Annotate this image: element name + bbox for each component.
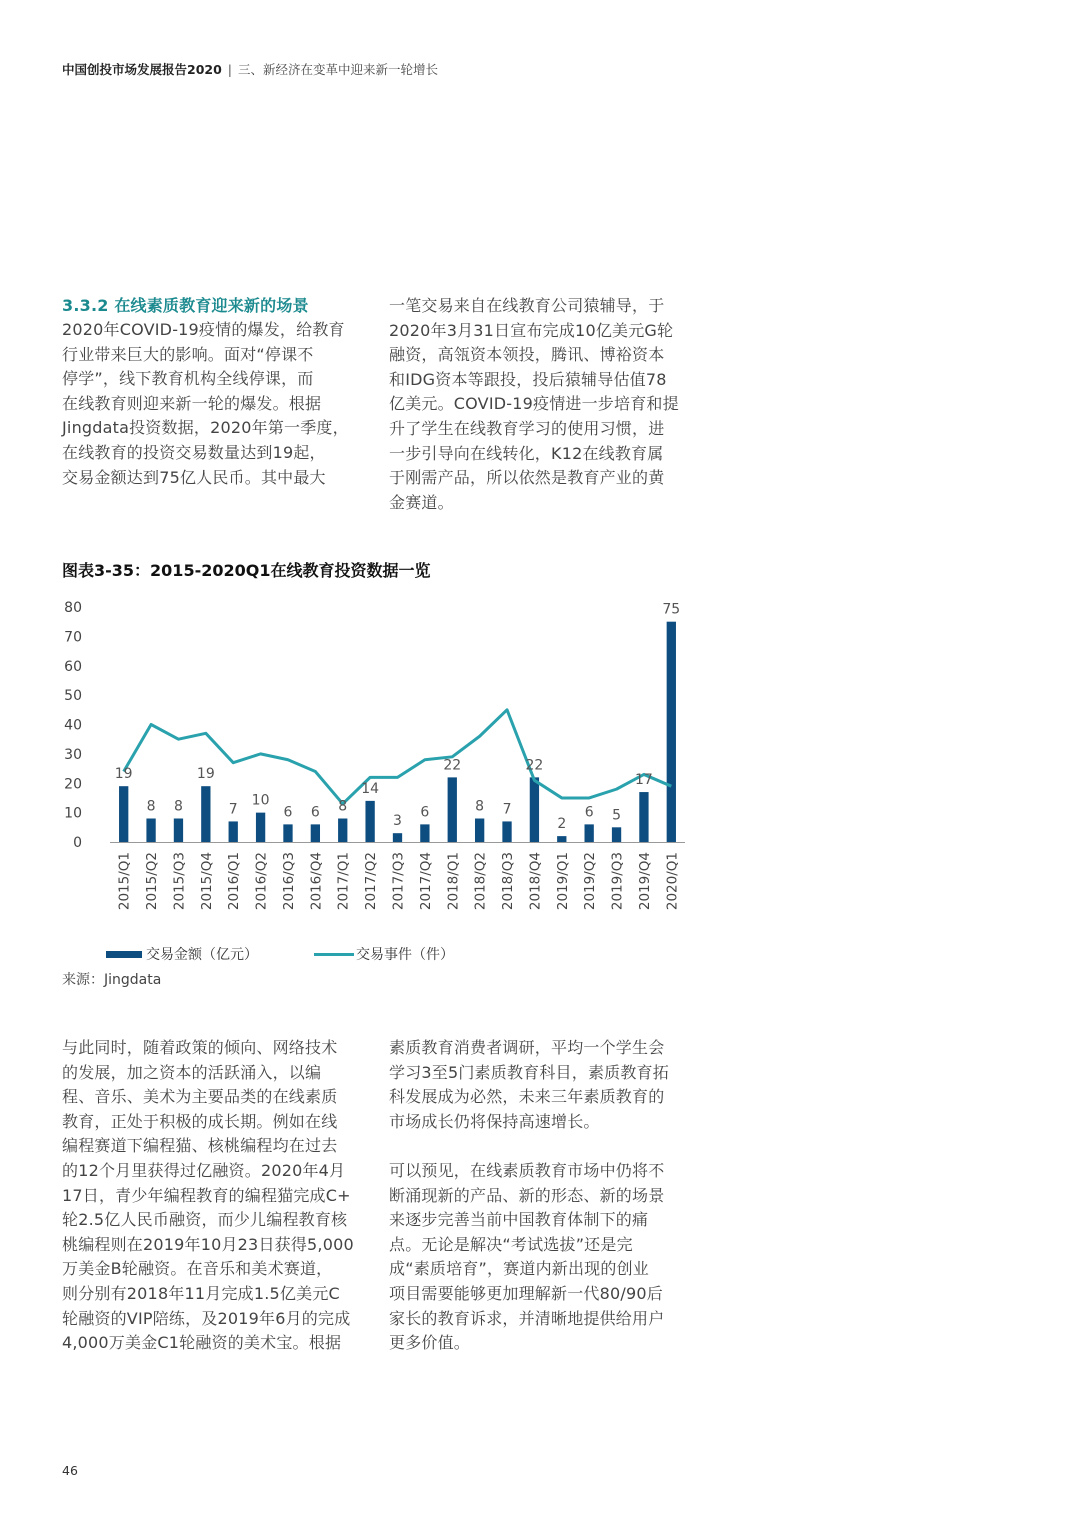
bar-data-label: 8 (146, 798, 156, 815)
y-tick-label: 0 (73, 835, 82, 851)
bar-data-label: 5 (612, 807, 622, 824)
body-column-right (389, 1036, 709, 1356)
text-line: 成“素质培育”，赛道内新出现的创业 (389, 1259, 649, 1279)
text-line: 17日，青少年编程教育的编程猫完成C+ (62, 1185, 351, 1205)
x-tick-label: 2018/Q4 (527, 852, 544, 911)
text-line: 交易金额达到75亿人民币。其中最大 (62, 467, 326, 487)
text-line: 轮2.5亿人民币融资，而少儿编程教育核 (62, 1210, 348, 1230)
text-line: 程、音乐、美术为主要品类的在线素质 (62, 1087, 338, 1107)
bar-data-label: 7 (228, 801, 238, 818)
text-line: Jingdata投资数据，2020年第一季度， (62, 418, 349, 438)
legend-line (314, 944, 454, 964)
bar-data-label: 6 (420, 804, 430, 821)
text-line: 融资，高瓴资本领投，腾讯、博裕资本 (389, 345, 665, 365)
x-tick-label: 2015/Q2 (144, 852, 161, 911)
bar-2017-Q4 (420, 824, 429, 842)
text-line: 桃编程则在2019年10月23日获得5,000 (62, 1234, 354, 1254)
text-line: 可以预见，在线素质教育市场中仍将不 (389, 1160, 665, 1180)
text-line: 2020年3月31日宣布完成10亿美元G轮 (389, 320, 674, 340)
text-line: 点。无论是解决“考试选拔”还是完 (389, 1234, 633, 1254)
body-column-left (62, 1036, 377, 1356)
bar-2018-Q4 (530, 777, 539, 842)
bar-2017-Q3 (393, 833, 402, 842)
text-line: 来逐步完善当前中国教育体制下的痛 (389, 1210, 649, 1230)
y-tick-label: 80 (64, 600, 82, 616)
x-tick-label: 2018/Q3 (500, 852, 517, 911)
report-title: 中国创投市场发展报告2020 (62, 62, 222, 77)
header-separator: | (227, 62, 233, 77)
investment-chart (50, 590, 700, 920)
chapter-title: 三、新经济在变革中迎来新一轮增长 (238, 62, 439, 77)
text-line: 亿美元。COVID-19疫情进一步培育和提 (389, 394, 679, 414)
bar-data-label: 2 (557, 816, 567, 833)
bar-2015-Q4 (201, 786, 210, 842)
x-tick-label: 2019/Q1 (554, 852, 571, 911)
text-line: 则分别有2018年11月完成1.5亿美元C (62, 1283, 340, 1303)
section-column-left (62, 294, 372, 490)
paragraph-lines (389, 1159, 709, 1356)
x-tick-label: 2019/Q2 (582, 852, 599, 911)
bar-data-label: 17 (635, 772, 653, 789)
x-tick-label: 2017/Q4 (417, 852, 434, 911)
bar-2016-Q1 (229, 821, 238, 842)
figure-source: 来源：Jingdata (62, 972, 162, 988)
text-line: 一步引导向在线转化，K12在线教育属 (389, 443, 664, 463)
running-header (62, 60, 438, 78)
bar-data-label: 6 (283, 804, 293, 821)
x-tick-label: 2017/Q2 (363, 852, 380, 911)
bar-data-label: 8 (338, 798, 348, 815)
y-tick-label: 50 (64, 688, 82, 705)
bar-2019-Q3 (612, 827, 621, 842)
text-line: 项目需要能够更加理解新一代80/90后 (389, 1283, 663, 1303)
text-line: 市场成长仍将保持高速增长。 (389, 1111, 600, 1131)
text-line: 2020年COVID-19疫情的爆发，给教育 (62, 320, 345, 339)
section-column-right (389, 294, 709, 515)
text-line: 轮融资的VIP陪练，及2019年6月的完成 (62, 1308, 351, 1328)
bar-data-label: 3 (393, 813, 402, 830)
x-tick-label: 2020/Q1 (664, 852, 681, 911)
text-line: 与此同时，随着政策的倾向、网络技术 (62, 1038, 338, 1057)
x-tick-label: 2019/Q3 (609, 852, 626, 911)
text-line: 万美金B轮融资。在音乐和美术赛道， (62, 1259, 333, 1279)
x-tick-label: 2016/Q3 (280, 852, 297, 911)
bar-2016-Q3 (283, 824, 292, 842)
text-line: 金赛道。 (389, 492, 454, 512)
x-tick-label: 2018/Q2 (472, 852, 489, 911)
text-line: 在线教育的投资交易数量达到19起， (62, 442, 326, 462)
legend-bar (106, 944, 258, 964)
x-tick-label: 2017/Q3 (390, 852, 407, 911)
x-tick-label: 2015/Q1 (116, 852, 133, 911)
text-line: 的12个月里获得过亿融资。2020年4月 (62, 1160, 346, 1180)
bar-data-label: 22 (525, 757, 544, 774)
legend-line-label: 交易事件（件） (356, 947, 454, 963)
bar-2018-Q3 (502, 821, 511, 842)
text-line: 在线教育则迎来新一轮的爆发。根据 (62, 393, 322, 413)
text-line: 教育，正处于积极的成长期。例如在线 (62, 1111, 338, 1131)
section-heading: 3.3.2 在线素质教育迎来新的场景 (62, 296, 309, 315)
bar-data-label: 22 (443, 757, 462, 774)
bar-2016-Q4 (311, 824, 320, 842)
text-line: 更多价值。 (389, 1333, 471, 1353)
bar-data-label: 10 (251, 792, 270, 809)
x-tick-label: 2016/Q2 (253, 852, 270, 911)
text-line: 断涌现新的产品、新的形态、新的场景 (389, 1185, 665, 1205)
y-tick-label: 60 (64, 658, 82, 675)
y-tick-label: 40 (64, 717, 82, 734)
text-line: 科发展成为必然，未来三年素质教育的 (389, 1087, 665, 1107)
figure-title: 图表3-35：2015-2020Q1在线教育投资数据一览 (62, 561, 431, 580)
text-line: 4,000万美金C1轮融资的美术宝。根据 (62, 1333, 342, 1353)
x-tick-label: 2016/Q4 (308, 852, 325, 911)
paragraph-lines (389, 294, 709, 515)
text-line: 的发展，加之资本的活跃涌入，以编 (62, 1062, 322, 1082)
bar-data-label: 6 (584, 804, 594, 821)
text-line: 编程赛道下编程猫、核桃编程均在过去 (62, 1136, 338, 1156)
bar-2015-Q2 (146, 819, 155, 843)
y-tick-label: 10 (64, 805, 82, 822)
bar-2015-Q3 (174, 819, 183, 843)
x-tick-label: 2018/Q1 (445, 852, 462, 911)
bar-data-label: 8 (475, 798, 485, 815)
bar-data-label: 7 (502, 801, 512, 818)
legend-bar-label: 交易金额（亿元） (146, 947, 258, 963)
paragraph-lines (62, 318, 372, 490)
bar-2020-Q1 (667, 622, 676, 842)
bar-2018-Q2 (475, 819, 484, 843)
bar-2017-Q1 (338, 819, 347, 843)
y-tick-label: 70 (64, 629, 82, 646)
x-tick-label: 2017/Q1 (335, 852, 352, 911)
y-tick-label: 20 (64, 776, 82, 793)
bar-data-label: 14 (361, 780, 380, 797)
text-line: 升了学生在线教育学习的使用习惯，进 (389, 418, 665, 438)
legend-line-swatch (314, 953, 354, 956)
paragraph-lines (62, 1036, 377, 1356)
bar-data-label: 19 (196, 766, 215, 783)
legend-bar-swatch (106, 951, 142, 958)
y-tick-label: 30 (64, 746, 82, 763)
text-line: 学习3至5门素质教育科目，素质教育拓 (389, 1062, 669, 1082)
bar-2015-Q1 (119, 786, 128, 842)
x-tick-label: 2015/Q3 (171, 852, 188, 911)
bar-2019-Q4 (639, 792, 648, 842)
text-line: 行业带来巨大的影响。面对“停课不 (62, 344, 314, 364)
x-tick-label: 2019/Q4 (636, 852, 653, 911)
text-line: 一笔交易来自在线教育公司猿辅导，于 (389, 296, 665, 315)
page-number: 46 (62, 1463, 78, 1478)
text-line: 于刚需产品，所以依然是教育产业的黄 (389, 468, 665, 488)
bar-2017-Q2 (365, 801, 374, 842)
bar-2018-Q1 (448, 777, 457, 842)
x-tick-label: 2015/Q4 (198, 852, 215, 911)
paragraph-lines (389, 1036, 709, 1134)
text-line: 停学”，线下教育机构全线停课，而 (62, 369, 314, 389)
bar-2019-Q2 (585, 824, 594, 842)
text-line: 家长的教育诉求，并清晰地提供给用户 (389, 1308, 665, 1328)
bar-2016-Q2 (256, 813, 265, 842)
x-tick-label: 2016/Q1 (226, 852, 243, 911)
bar-data-label: 19 (114, 766, 133, 783)
bar-data-label: 6 (310, 804, 320, 821)
bar-2019-Q1 (557, 836, 566, 842)
bar-data-label: 8 (173, 798, 183, 815)
bar-data-label: 75 (662, 601, 681, 618)
text-line: 素质教育消费者调研，平均一个学生会 (389, 1038, 665, 1057)
text-line: 和IDG资本等跟投，投后猿辅导估值78 (389, 369, 667, 389)
